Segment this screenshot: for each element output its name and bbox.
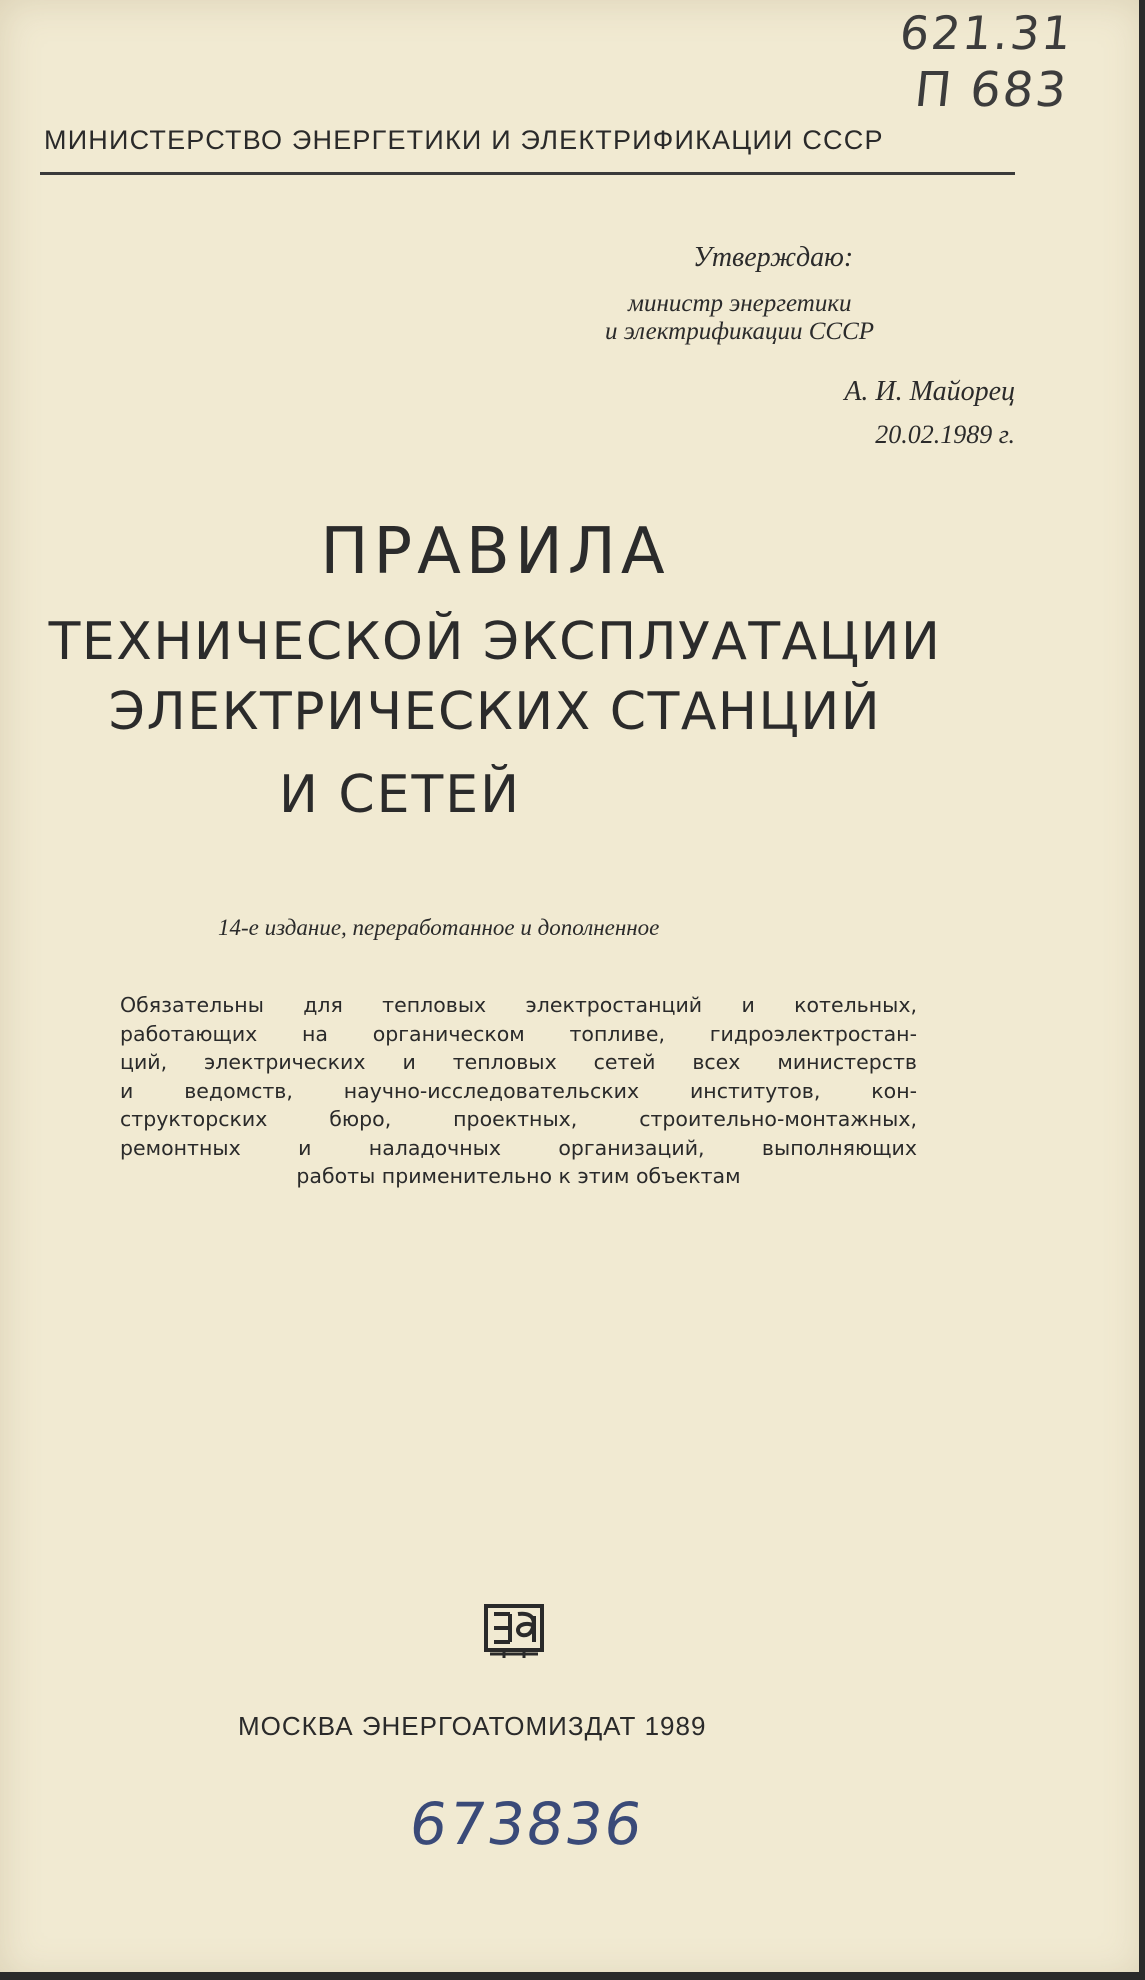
document-title-main: ПРАВИЛА bbox=[320, 515, 670, 589]
handwritten-call-number-line2: П 683 bbox=[912, 62, 1071, 118]
description-line: работающих на органическом топливе, гидроэлектростан- bbox=[120, 1022, 917, 1046]
publisher-imprint: МОСКВА ЭНЕРГОАТОМИЗДАТ 1989 bbox=[238, 1711, 707, 1741]
approval-word: Утверждаю: bbox=[693, 242, 854, 273]
approval-position-line2: и электрификации СССР bbox=[605, 318, 875, 345]
handwritten-call-number-line1: 621.31 bbox=[897, 6, 1076, 60]
document-title-line1: ТЕХНИЧЕСКОЙ ЭКСПЛУАТАЦИИ bbox=[48, 612, 942, 672]
approval-signatory-name: А. И. Майорец bbox=[844, 376, 1015, 407]
handwritten-inventory-number: 673836 bbox=[405, 1790, 649, 1858]
description-line: работы применительно к этим объектам bbox=[296, 1164, 741, 1188]
approval-position-line1: министр энергетики bbox=[628, 290, 852, 317]
description-line: Обязательны для тепловых электростанций и котельных, bbox=[120, 993, 917, 1017]
description-line: структорских бюро, проектных, строительно-монтажных, bbox=[120, 1107, 917, 1131]
description-line: ций, электрических и тепловых сетей всех министерств bbox=[120, 1050, 917, 1074]
energoatomizdat-logo-icon bbox=[484, 1604, 544, 1660]
edition-note: 14-е издание, переработанное и дополненное bbox=[218, 915, 660, 940]
scan-edge-right bbox=[1139, 0, 1145, 1980]
header-divider bbox=[40, 172, 1015, 175]
description-line: и ведомств, научно-исследовательских институтов, кон- bbox=[120, 1079, 917, 1103]
document-title-line2: ЭЛЕКТРИЧЕСКИХ СТАНЦИЙ bbox=[108, 682, 882, 742]
description-line: ремонтных и наладочных организаций, выполняющих bbox=[120, 1136, 917, 1160]
scan-edge-bottom bbox=[0, 1972, 1145, 1980]
approval-date: 20.02.1989 г. bbox=[875, 420, 1015, 449]
document-title-line3: И СЕТЕЙ bbox=[278, 765, 522, 825]
ministry-header: МИНИСТЕРСТВО ЭНЕРГЕТИКИ И ЭЛЕКТРИФИКАЦИИ СССР bbox=[44, 125, 884, 155]
